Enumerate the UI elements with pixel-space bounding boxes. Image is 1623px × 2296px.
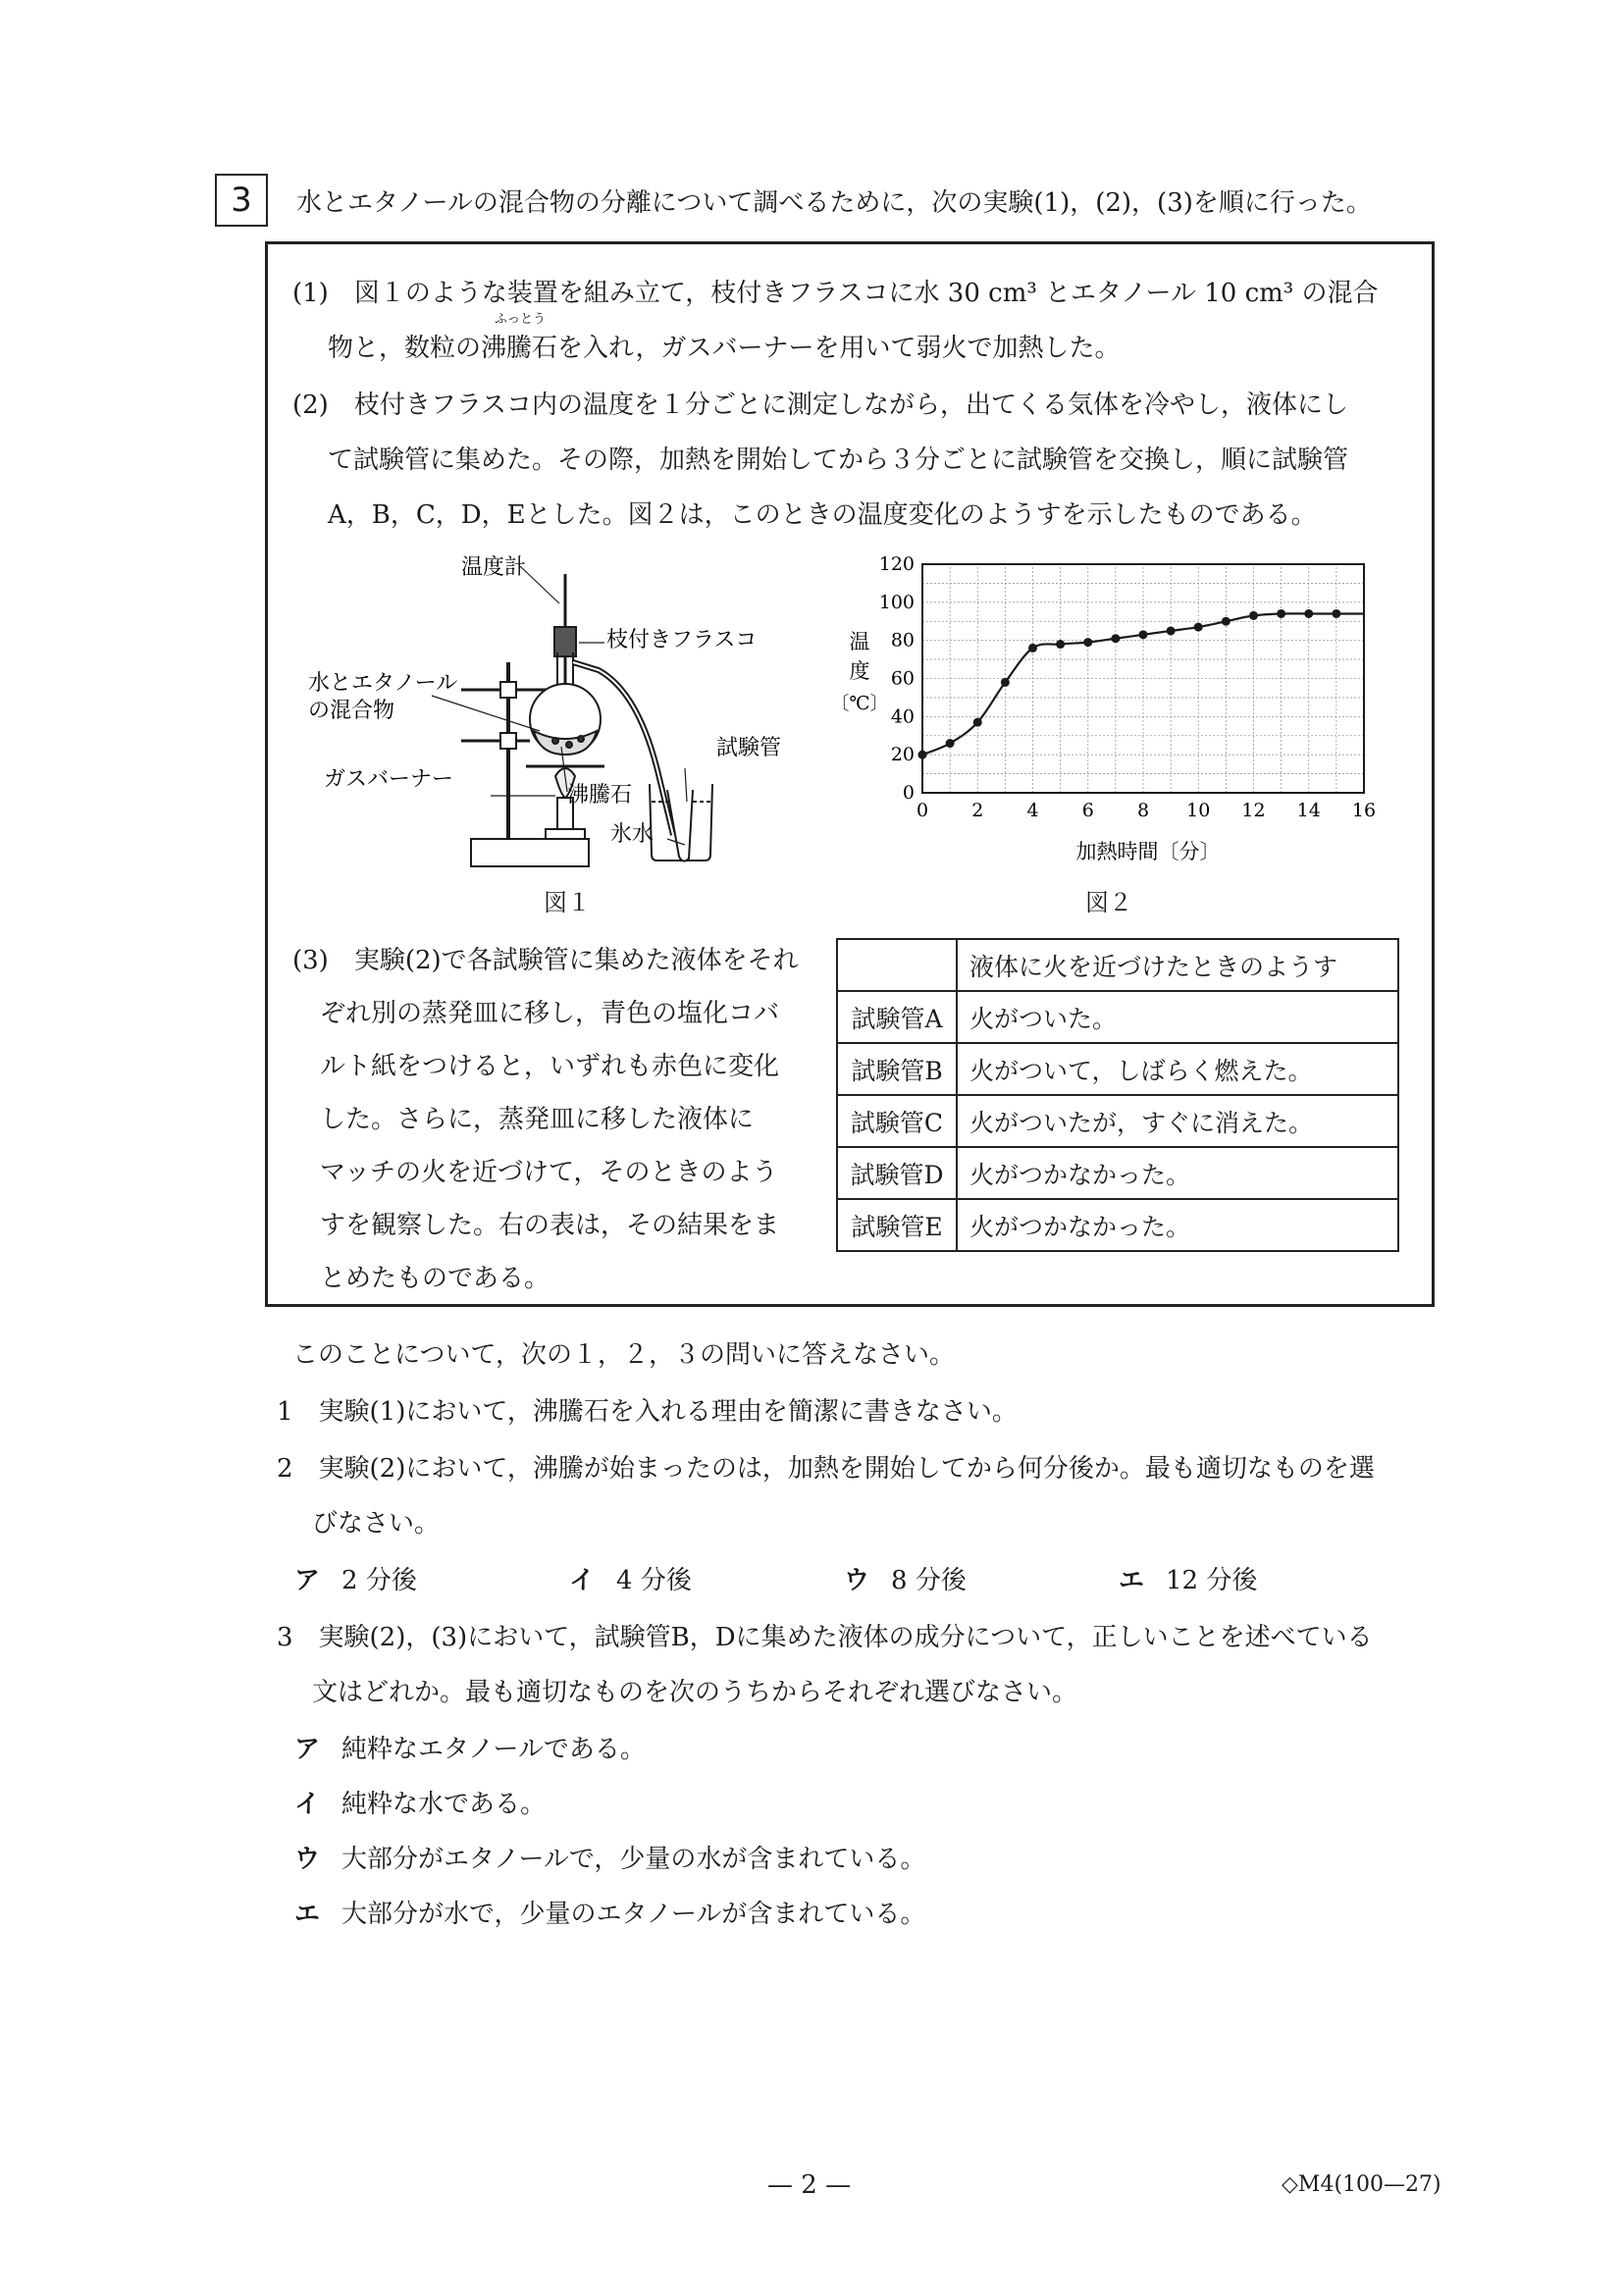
table-row-name: 試験管E xyxy=(837,1199,957,1251)
table-row-name: 試験管C xyxy=(837,1095,957,1147)
chart-grid xyxy=(922,564,1364,793)
figure2-chart xyxy=(830,545,1393,868)
data-point xyxy=(1139,630,1148,639)
q2-choice-a xyxy=(294,1560,417,1596)
question-2-line-1: 2 実験(2)において，沸騰が始まったのは，加熱を開始してから何分後か。最も適切なものを選 xyxy=(277,1454,1375,1484)
experiment-1-line-1: (1) 図１のような装置を組み立て，枝付きフラスコに水 30 cm³ とエタノール 10 cm³ の混合 xyxy=(292,279,1379,308)
x-tick-label: 12 xyxy=(1241,800,1266,821)
questions-lead: このことについて，次の１，２，３の問いに答えなさい。 xyxy=(292,1340,955,1370)
chart-xlabel: 加熱時間〔分〕 xyxy=(1075,840,1221,863)
choice-text: 4 分後 xyxy=(616,1566,692,1595)
choice-text: 純粋なエタノールである。 xyxy=(341,1735,646,1764)
page-number: — 2 — xyxy=(767,2170,852,2200)
question-intro: 水とエタノールの混合物の分離について調べるために，次の実験(1)，(2)，(3)を順に行った。 xyxy=(296,188,1372,218)
table-row xyxy=(837,1147,1398,1199)
data-point xyxy=(1001,678,1010,687)
x-tick-label: 8 xyxy=(1136,800,1150,821)
experiment-2-line-2: て試験管に集めた。その際，加熱を開始してから３分ごとに試験管を交換し，順に試験管 xyxy=(328,445,1349,475)
label-thermometer: 温度計 xyxy=(461,555,527,580)
q3-choice-u xyxy=(294,1839,925,1875)
data-point xyxy=(1222,617,1230,626)
table-row xyxy=(837,991,1398,1043)
table-row xyxy=(837,1043,1398,1095)
ylabel-unit: 〔℃〕 xyxy=(830,693,889,714)
choice-mark: ア xyxy=(294,1566,321,1595)
q3-choice-e xyxy=(294,1894,925,1930)
chart-ticks xyxy=(879,553,1376,821)
chart-points xyxy=(918,609,1341,759)
choice-mark: ウ xyxy=(844,1566,870,1595)
experiment-3-line-1: (3) 実験(2)で各試験管に集めた液体をそれ xyxy=(292,946,799,975)
data-point xyxy=(1277,609,1285,618)
experiment-3-line-4: した。さらに，蒸発皿に移した液体に xyxy=(320,1105,755,1134)
experiment-2-line-3: A，B，C，D，Eとした。図２は，このときの温度変化のようすを示したものである。 xyxy=(328,500,1317,530)
x-tick-label: 16 xyxy=(1351,800,1377,821)
data-point xyxy=(1332,609,1340,618)
x-tick-label: 14 xyxy=(1296,800,1321,821)
results-table xyxy=(836,938,1399,1252)
figure2-caption: 図２ xyxy=(1085,889,1132,916)
table-row-name: 試験管B xyxy=(837,1043,957,1095)
table-row xyxy=(837,1095,1398,1147)
experiment-1-line-2: 物と，数粒の沸騰石を入れ，ガスバーナーを用いて弱火で加熱した。 xyxy=(328,334,1121,363)
x-tick-label: 6 xyxy=(1081,800,1094,821)
boiling-stone-ruby: ふっとう xyxy=(495,312,547,327)
q3-choice-i xyxy=(294,1784,546,1820)
q2-choice-u xyxy=(844,1560,967,1596)
experiment-3-line-3: ルト紙をつけると，いずれも赤色に変化 xyxy=(320,1052,780,1081)
table-corner-cell xyxy=(837,939,957,991)
question-number: 3 xyxy=(215,174,268,227)
table-row-result: 火がついたが，すぐに消えた。 xyxy=(957,1095,1398,1147)
choice-mark: イ xyxy=(294,1790,321,1819)
table-row-result: 火がつかなかった。 xyxy=(957,1199,1398,1251)
table-header-cell: 液体に火を近づけたときのようす xyxy=(957,939,1398,991)
data-point xyxy=(1249,611,1258,620)
choice-mark: エ xyxy=(294,1900,321,1929)
choice-text: 大部分が水で，少量のエタノールが含まれている。 xyxy=(341,1900,926,1929)
y-tick-label: 120 xyxy=(878,553,915,575)
x-tick-label: 2 xyxy=(971,800,984,821)
data-point xyxy=(1304,609,1313,618)
table-row-result: 火がついて，しばらく燃えた。 xyxy=(957,1043,1398,1095)
choice-mark: ウ xyxy=(294,1845,321,1874)
y-tick-label: 80 xyxy=(890,629,915,652)
choice-text: 2 分後 xyxy=(341,1566,417,1595)
table-row-result: 火がついた。 xyxy=(957,991,1398,1043)
experiment-2-line-1: (2) 枝付きフラスコ内の温度を１分ごとに測定しながら，出てくる気体を冷やし，液体にし xyxy=(292,391,1349,420)
y-tick-label: 20 xyxy=(890,744,915,766)
question-2-line-2: びなさい。 xyxy=(312,1509,441,1539)
question-3-line-2: 文はどれか。最も適切なものを次のうちからそれぞれ選びなさい。 xyxy=(312,1678,1078,1707)
label-burner: ガスバーナー xyxy=(324,767,454,792)
choice-text: 大部分がエタノールで，少量の水が含まれている。 xyxy=(341,1845,926,1874)
choice-text: 12 分後 xyxy=(1166,1566,1258,1595)
q3-choice-a xyxy=(294,1729,646,1765)
y-tick-label: 100 xyxy=(878,591,915,613)
experiment-3-line-5: マッチの火を近づけて，そのときのよう xyxy=(320,1158,778,1187)
choice-mark: ア xyxy=(294,1735,321,1764)
data-point xyxy=(946,739,955,748)
choice-mark: エ xyxy=(1119,1566,1145,1595)
question-3-line-1: 3 実験(2)，(3)において，試験管B，Dに集めた液体の成分について，正しいことを述べている xyxy=(277,1623,1373,1652)
ylabel-char: 度 xyxy=(849,659,870,683)
data-point xyxy=(1167,626,1176,635)
table-row xyxy=(837,1199,1398,1251)
label-test-tube: 試験管 xyxy=(716,736,782,760)
label-mixture-1: 水とエタノール xyxy=(308,671,458,696)
table-row-name: 試験管A xyxy=(837,991,957,1043)
x-tick-label: 10 xyxy=(1186,800,1211,821)
data-point xyxy=(918,751,927,759)
y-tick-label: 40 xyxy=(890,705,915,728)
figure1-apparatus xyxy=(304,545,814,878)
choice-text: 純粋な水である。 xyxy=(341,1790,547,1819)
data-point xyxy=(1028,644,1037,652)
x-tick-label: 0 xyxy=(916,800,929,821)
data-point xyxy=(1056,640,1065,649)
q2-choice-i xyxy=(569,1560,692,1596)
figure1-caption: 図１ xyxy=(544,889,591,916)
question-1: 1 実験(1)において，沸騰石を入れる理由を簡潔に書きなさい。 xyxy=(277,1397,1018,1427)
x-tick-label: 4 xyxy=(1026,800,1039,821)
data-point xyxy=(973,718,982,727)
experiment-3-line-2: ぞれ別の蒸発皿に移し，青色の塩化コバ xyxy=(320,999,780,1028)
label-flask: 枝付きフラスコ xyxy=(606,628,758,652)
table-row-result: 火がつかなかった。 xyxy=(957,1147,1398,1199)
y-tick-label: 0 xyxy=(902,782,915,804)
experiment-3-line-6: すを観察した。右の表は，その結果をま xyxy=(320,1211,780,1240)
data-point xyxy=(1083,638,1092,647)
choice-mark: イ xyxy=(569,1566,596,1595)
q2-choice-e xyxy=(1119,1560,1257,1596)
data-point xyxy=(1111,634,1120,643)
label-ice-water: 氷水 xyxy=(610,822,654,847)
experiment-3-line-7: とめたものである。 xyxy=(320,1264,550,1293)
table-header-row xyxy=(837,939,1398,991)
label-mixture-2: の混合物 xyxy=(308,699,395,723)
ylabel-char: 温 xyxy=(849,630,870,653)
choice-text: 8 分後 xyxy=(891,1566,967,1595)
data-point xyxy=(1194,623,1203,632)
y-tick-label: 60 xyxy=(890,667,915,690)
label-boiling-stone: 沸騰石 xyxy=(567,783,633,808)
table-row-name: 試験管D xyxy=(837,1147,957,1199)
exam-code: ◇M4(100—27) xyxy=(1282,2172,1441,2197)
